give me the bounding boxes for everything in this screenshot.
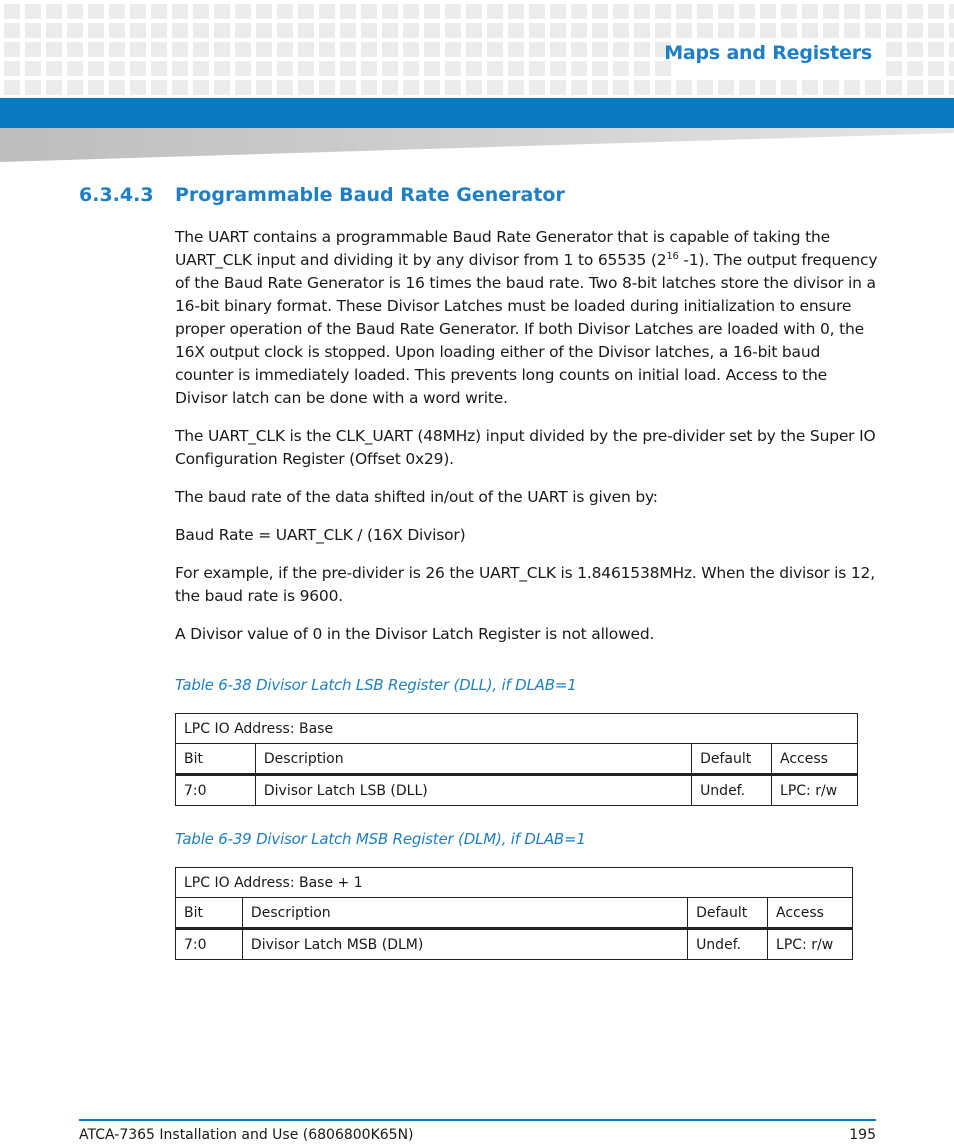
- table-caption: Table 6-38 Divisor Latch LSB Register (DLL), if DLAB=1: [175, 676, 577, 694]
- superscript: 16: [666, 250, 679, 262]
- table-address: LPC IO Address: Base: [176, 714, 858, 744]
- paragraph-example: For example, if the pre-divider is 26 the UART_CLK is 1.8461538MHz. When the divisor is 12, the baud rate is 9600.: [175, 564, 875, 605]
- table-header-cell: Bit: [176, 898, 243, 929]
- table-row: [176, 714, 858, 744]
- paragraph-divisor-note: A Divisor value of 0 in the Divisor Latch Register is not allowed.: [175, 625, 655, 643]
- table-row: [176, 775, 858, 806]
- paragraph-text: The UART contains a programmable Baud Rate Generator that is capable of taking the UART_CLK input and dividing it by any divisor from 1 to 65535 (2: [175, 228, 830, 269]
- table-caption: Table 6-39 Divisor Latch MSB Register (DLM), if DLAB=1: [175, 830, 586, 848]
- table-header-cell: Default: [692, 744, 772, 775]
- table-cell: Undef.: [692, 775, 772, 806]
- table-header-cell: Description: [255, 744, 691, 775]
- header-blue-band: [0, 98, 954, 128]
- section-number: 6.3.4.3: [79, 184, 154, 206]
- section-heading: [79, 184, 565, 206]
- table-header-row: [176, 744, 858, 775]
- table-cell: 7:0: [176, 929, 243, 960]
- register-table-dll: [175, 713, 858, 806]
- paragraph-baud-rate-intro: The baud rate of the data shifted in/out of the UART is given by:: [175, 488, 658, 506]
- body-content: [175, 226, 878, 661]
- table-header-cell: Default: [688, 898, 768, 929]
- table-header-row: [176, 898, 853, 929]
- footer-rule: [79, 1119, 876, 1121]
- table-cell: LPC: r/w: [768, 929, 853, 960]
- table-cell: LPC: r/w: [772, 775, 858, 806]
- table-header-cell: Description: [242, 898, 687, 929]
- table-cell: Undef.: [688, 929, 768, 960]
- table-row: [176, 868, 853, 898]
- table-row: [176, 929, 853, 960]
- paragraph-baud-generator: [175, 226, 878, 410]
- table-header-cell: Bit: [176, 744, 256, 775]
- footer-doc-title: ATCA-7365 Installation and Use (6806800K65N): [79, 1127, 414, 1143]
- footer-page-number: 195: [849, 1127, 876, 1143]
- table-cell: 7:0: [176, 775, 256, 806]
- table-header-cell: Access: [768, 898, 853, 929]
- paragraph-text: -1). The output frequency of the Baud Rate Generator is 16 times the baud rate. Two 8-bit latches store the divisor in a 16-bit binary format. These Divisor Latches must be loaded during initialization to ensure proper operation of the Baud Rate Generator. If both Divisor Latches are loaded with 0, the 16X output clock is stopped. Upon loading either of the Divisor latches, a 16-bit baud counter is immediately loaded. This prevents long counts on initial load. Access to the Divisor latch can be done with a word write.: [175, 251, 878, 407]
- register-table-dlm: [175, 867, 853, 960]
- section-title: Programmable Baud Rate Generator: [175, 184, 565, 206]
- table-cell: Divisor Latch MSB (DLM): [242, 929, 687, 960]
- header-gray-wedge: [0, 128, 954, 162]
- paragraph-formula: Baud Rate = UART_CLK / (16X Divisor): [175, 526, 466, 544]
- table-cell: Divisor Latch LSB (DLL): [255, 775, 691, 806]
- header-title: Maps and Registers: [664, 42, 872, 64]
- table-address: LPC IO Address: Base + 1: [176, 868, 853, 898]
- paragraph-uart-clk: The UART_CLK is the CLK_UART (48MHz) input divided by the pre-divider set by the Super IO Configuration Register (Offset 0x29).: [175, 427, 876, 468]
- table-header-cell: Access: [772, 744, 858, 775]
